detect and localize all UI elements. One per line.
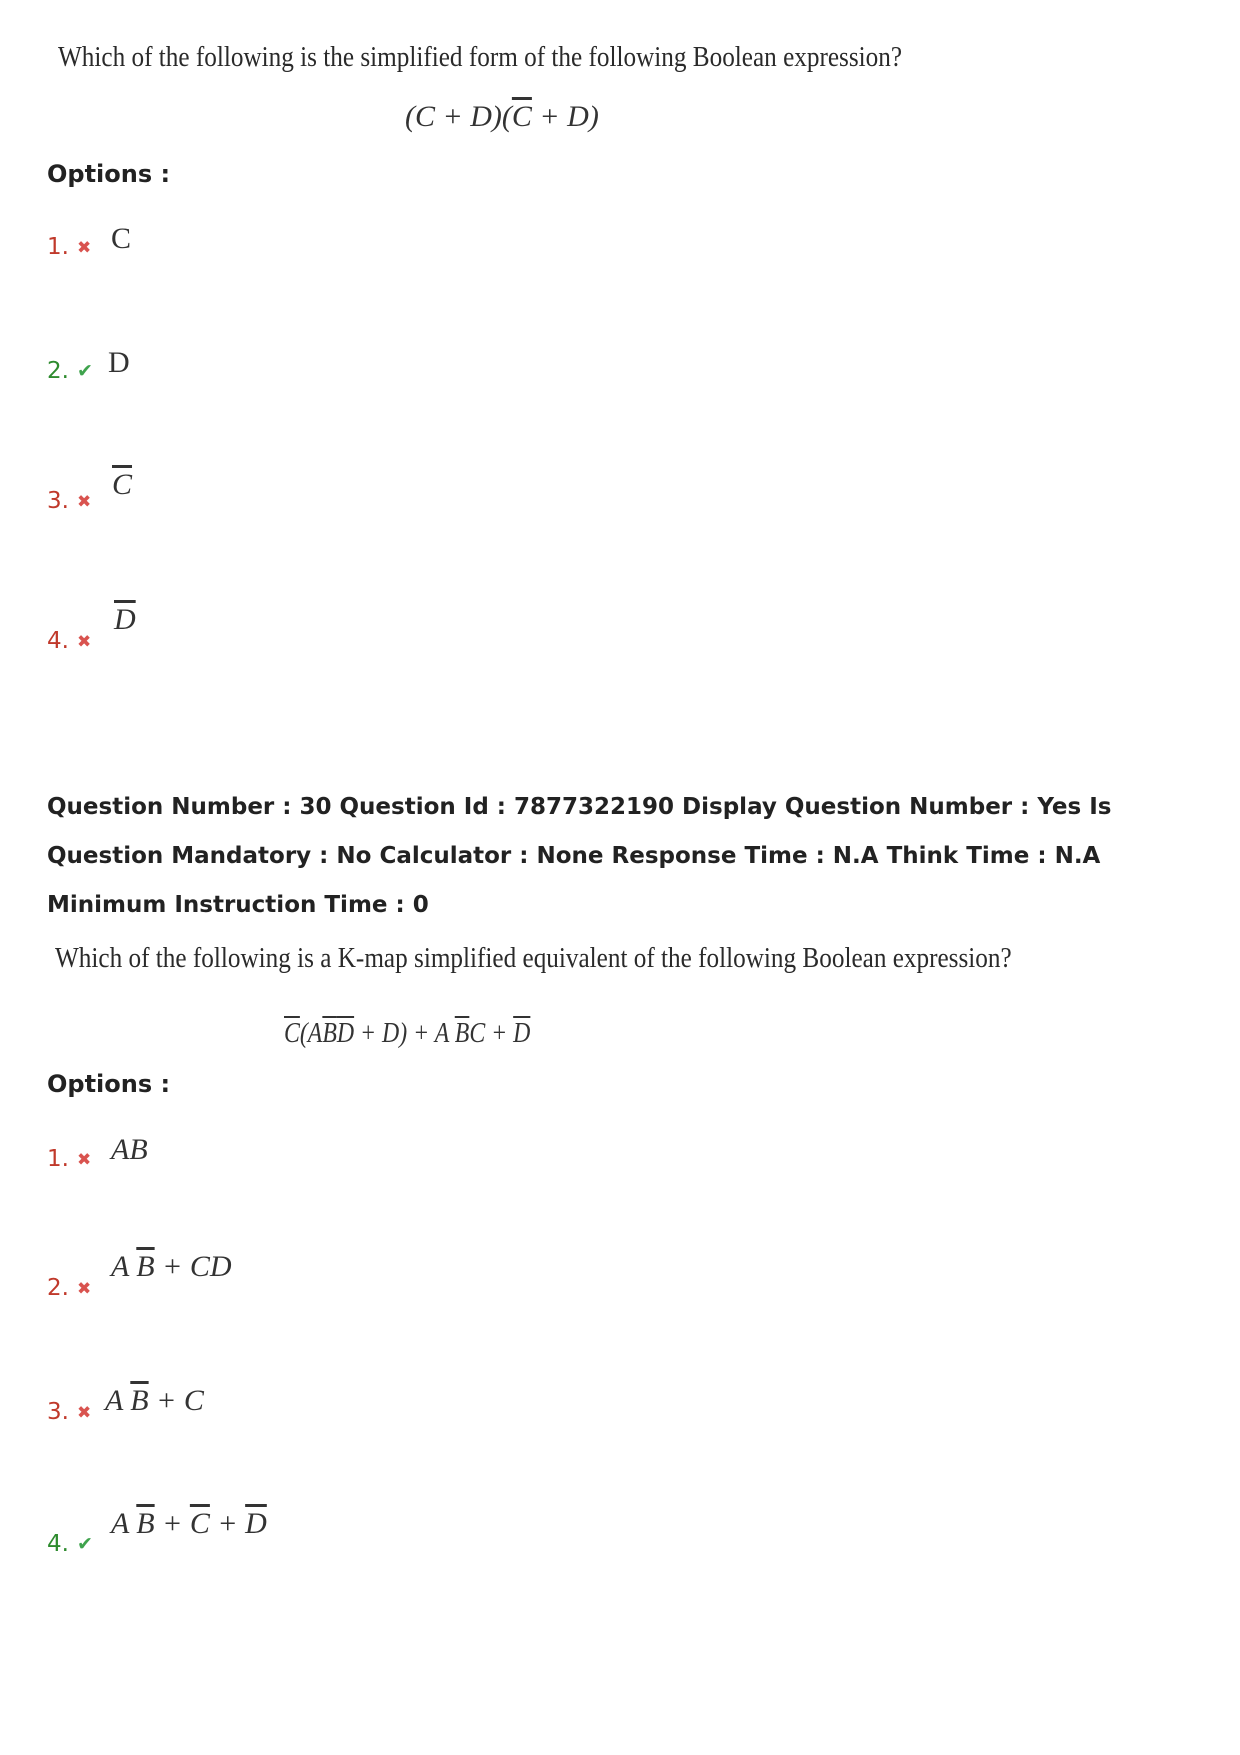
options-label: Options :	[47, 1070, 171, 1098]
option-3-number: 3. ✖	[47, 488, 92, 514]
option-4-number: 4. ✖	[47, 628, 92, 654]
cross-icon: ✖	[76, 238, 92, 258]
option-4-value: A $\overline{B} + \overline{C} + \overline{D}$	[111, 1507, 267, 1540]
cross-icon: ✖	[76, 492, 92, 512]
cross-icon: ✖	[76, 1403, 92, 1423]
cross-icon: ✖	[76, 1279, 92, 1299]
boolean-expression: $\overline{C}(A\overline{B}\overline{D} + D) + A$ $\overline{B}C + \overline{D}$	[284, 1018, 531, 1049]
option-3-value: $\overline{C}$	[112, 468, 133, 501]
option-3-number: 3. ✖	[47, 1399, 92, 1425]
option-2-value: A $\overline{B}$ + CD	[111, 1250, 232, 1283]
question-text: Which of the following is a K-map simplified equivalent of the following Boolean expression?	[55, 943, 1012, 974]
question-meta: Question Number : 30 Question Id : 7877322190 Display Question Number : Yes Is Question Mandatory : No Calculator : None Response Time : N.A Think Time : N.A Minimum Instruction Time : 0	[47, 794, 1112, 918]
option-4-value: $\overline{D}$	[114, 603, 136, 636]
cross-icon: ✖	[76, 1150, 92, 1170]
boolean-expression: $(C + D)(\overline{C} + D)$	[405, 100, 599, 133]
option-2-number: 2. ✖	[47, 1275, 92, 1301]
option-1-number: 1. ✖	[47, 1146, 92, 1172]
option-4-number: 4. ✔	[47, 1531, 93, 1557]
option-3-value: A $\overline{B} + C$	[105, 1384, 204, 1417]
option-1-number: 1. ✖	[47, 234, 92, 260]
option-2-number: 2. ✔	[47, 358, 93, 384]
option-1-value: AB	[111, 1133, 148, 1166]
options-label: Options :	[47, 160, 171, 188]
check-icon: ✔	[76, 1533, 93, 1555]
option-2-value: D	[108, 346, 130, 379]
cross-icon: ✖	[76, 632, 92, 652]
question-text: Which of the following is the simplified form of the following Boolean expression?	[58, 42, 903, 73]
option-1-value: C	[111, 222, 132, 255]
check-icon: ✔	[76, 360, 93, 382]
